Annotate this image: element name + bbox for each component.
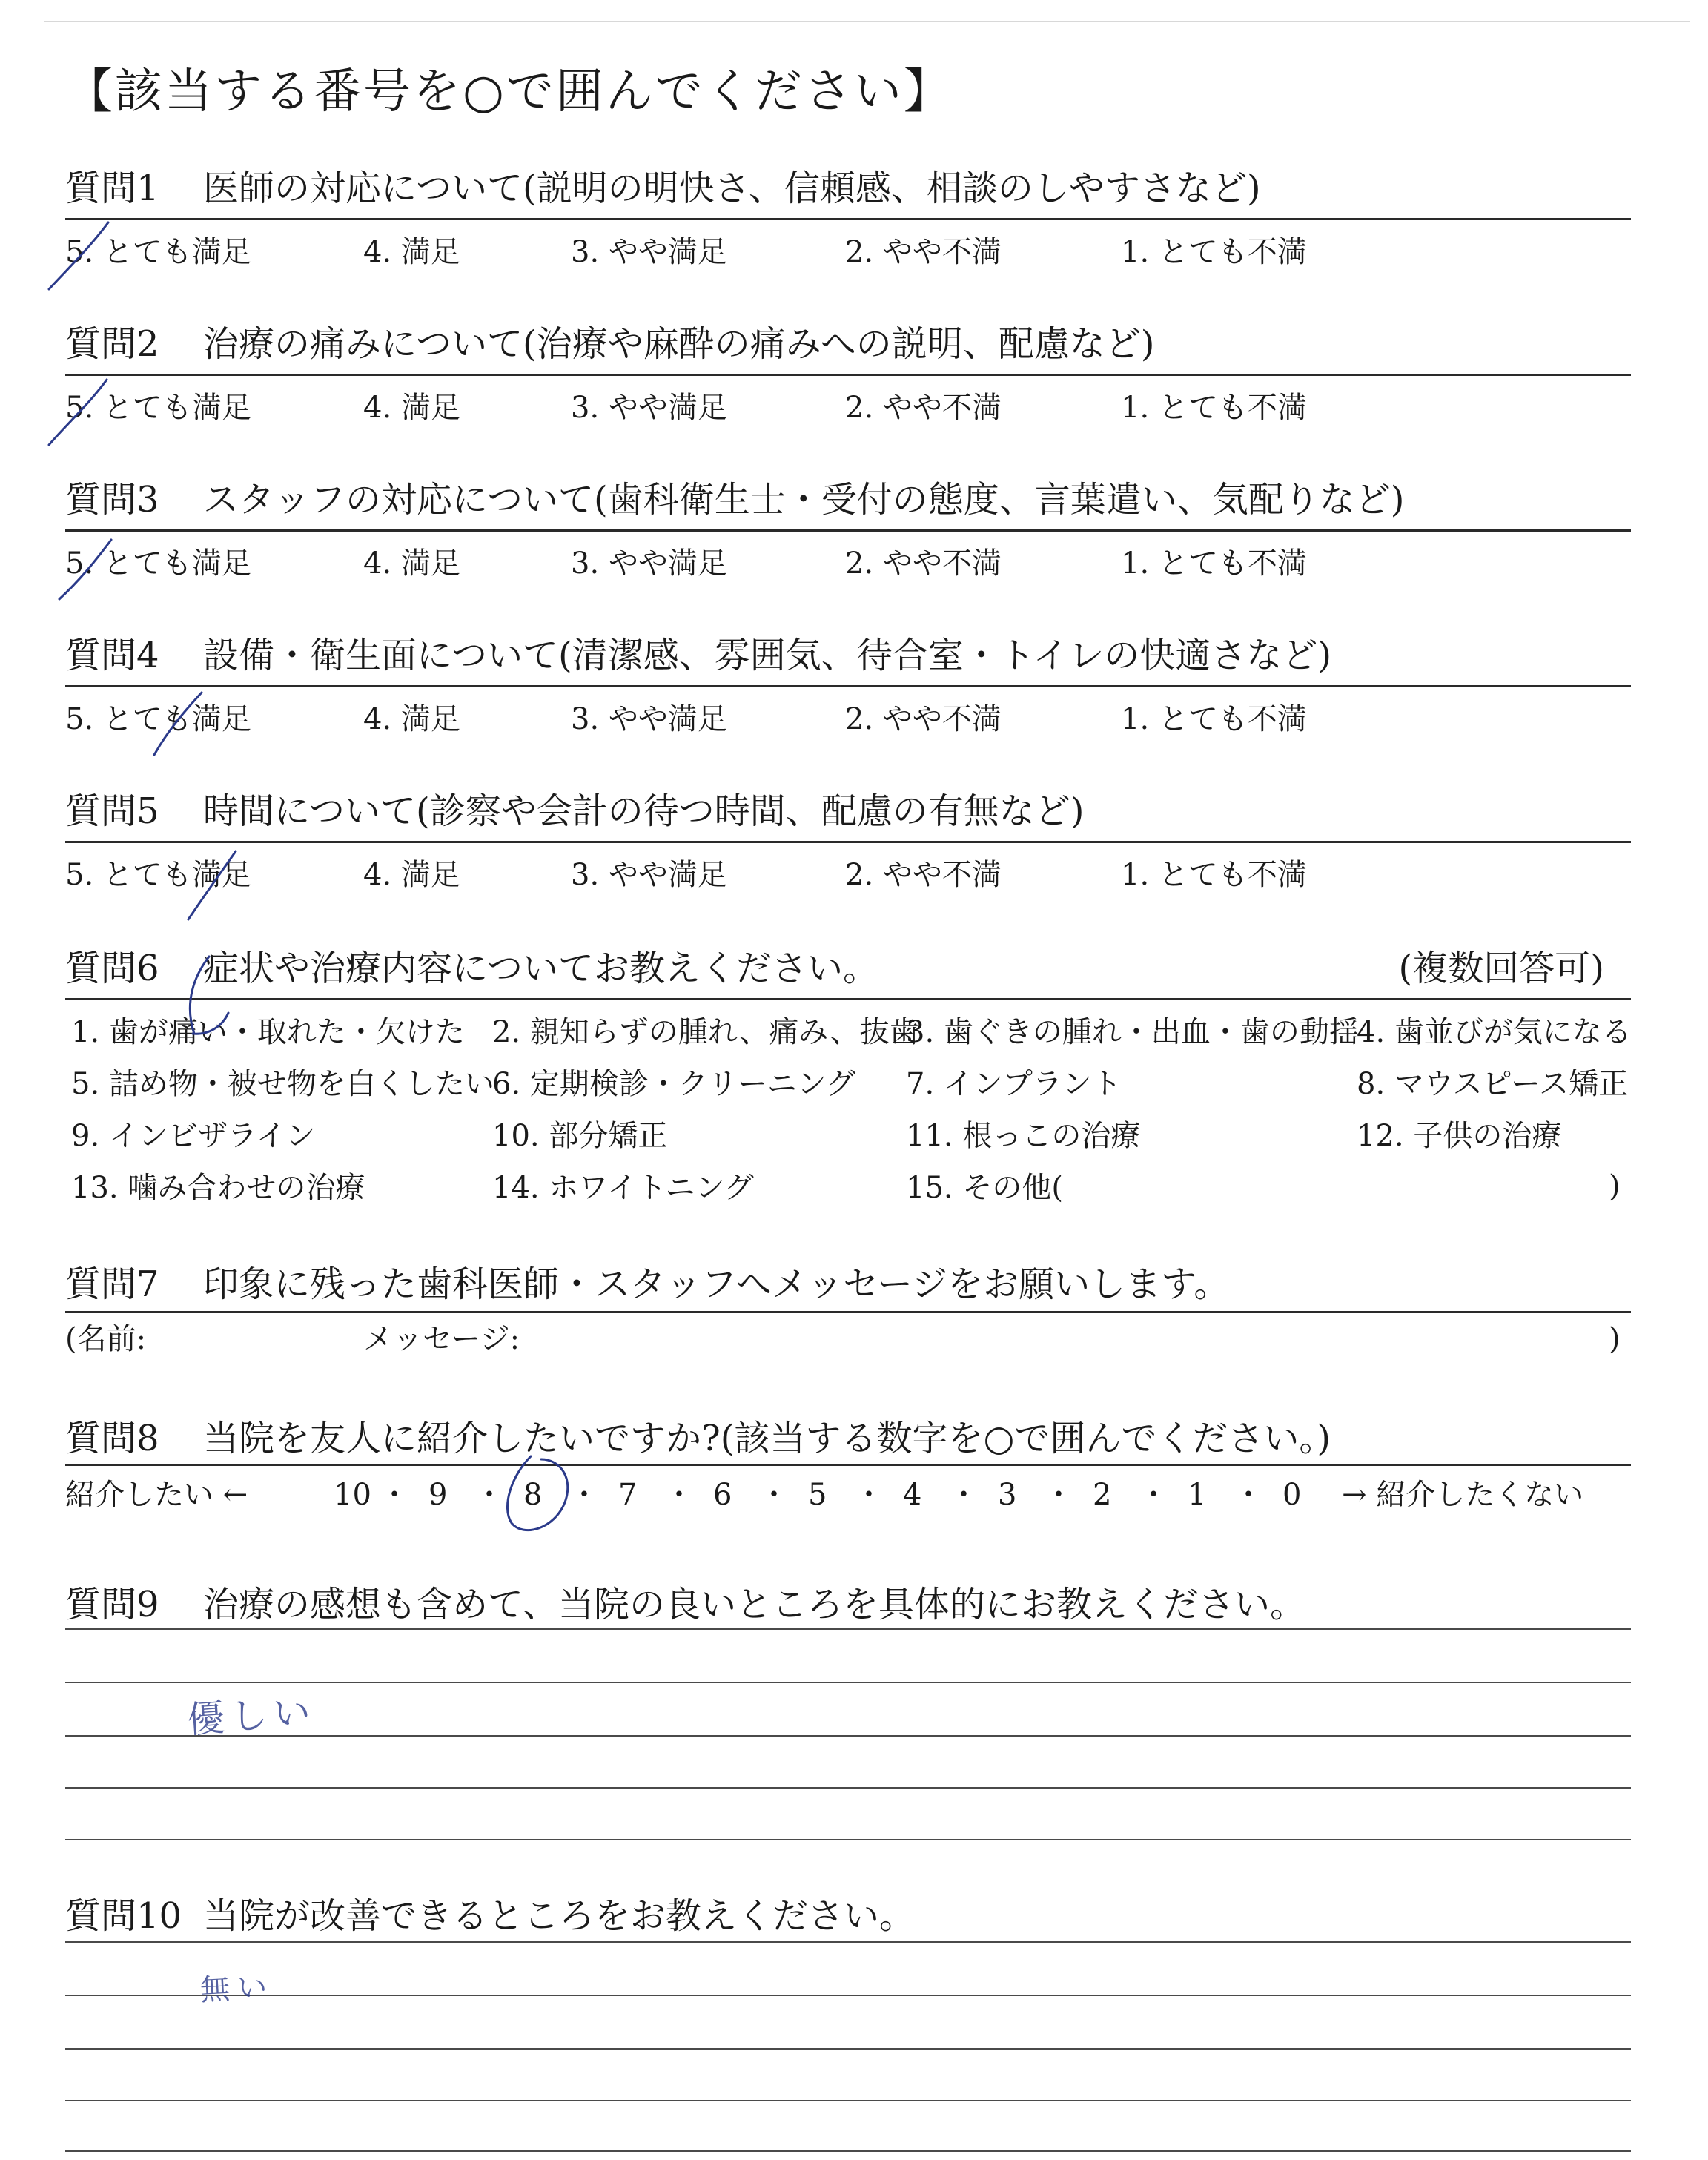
q2-option-4[interactable]: 4. 満足: [363, 391, 460, 425]
q1-option-3[interactable]: 3. やや満足: [571, 235, 727, 269]
q8-separator: ・: [759, 1478, 789, 1512]
q4-option-5[interactable]: 5. とても満足: [65, 702, 251, 736]
q6-multiple-note: (複数回答可): [1398, 948, 1604, 989]
q8-scale-2[interactable]: 2: [1093, 1478, 1112, 1512]
q8-scale-6[interactable]: 6: [713, 1478, 732, 1512]
q8-scale-0[interactable]: 0: [1282, 1478, 1302, 1512]
q8-number: 質問8: [65, 1418, 159, 1459]
q2-option-1[interactable]: 1. とても不満: [1121, 391, 1307, 425]
q3-heading: [65, 479, 1405, 521]
q1-option-1[interactable]: 1. とても不満: [1121, 235, 1307, 269]
q6-option-7[interactable]: 7. インプラント: [906, 1067, 1122, 1101]
q6-option-15[interactable]: 15. その他(: [906, 1171, 1063, 1205]
q2-option-5[interactable]: 5. とても満足: [65, 391, 251, 425]
q2-option-2[interactable]: 2. やや不満: [845, 391, 1002, 425]
q6-number: 質問6: [65, 948, 159, 989]
q6-text: 症状や治療内容についてお教えください。: [203, 948, 879, 989]
q3-option-1[interactable]: 1. とても不満: [1121, 546, 1307, 581]
q6-option-2[interactable]: 2. 親知らずの腫れ、痛み、抜歯: [492, 1015, 919, 1049]
q8-scale-4[interactable]: 4: [903, 1478, 922, 1512]
q7-text: 印象に残った歯科医師・スタッフへメッセージをお願いします。: [203, 1264, 1230, 1305]
q7-rule: [65, 1311, 1631, 1313]
q9-text: 治療の感想も含めて、当院の良いところを具体的にお教えください。: [203, 1584, 1306, 1625]
q5-option-1[interactable]: 1. とても不満: [1121, 858, 1307, 892]
q8-heading: [65, 1418, 1331, 1459]
q6-other-close: ): [1609, 1169, 1621, 1203]
q5-heading: [65, 790, 1085, 832]
q8-left-label: 紹介したい ←: [65, 1478, 248, 1512]
q1-option-4[interactable]: 4. 満足: [363, 235, 460, 269]
q4-option-4[interactable]: 4. 満足: [363, 702, 460, 736]
q8-scale-5[interactable]: 5: [808, 1478, 827, 1512]
q9-line-4: [65, 1787, 1631, 1789]
q4-heading: [65, 635, 1332, 676]
q5-rule: [65, 841, 1631, 843]
q3-option-2[interactable]: 2. やや不満: [845, 546, 1002, 581]
q5-option-5[interactable]: 5. とても満足: [65, 858, 251, 892]
q10-heading: [65, 1895, 916, 1937]
q8-scale-3[interactable]: 3: [998, 1478, 1017, 1512]
q4-option-1[interactable]: 1. とても不満: [1121, 702, 1307, 736]
q8-separator: ・: [380, 1478, 409, 1512]
q10-line-4: [65, 2100, 1631, 2101]
q3-option-4[interactable]: 4. 満足: [363, 546, 460, 581]
q8-scale-10[interactable]: 10: [334, 1478, 371, 1512]
q6-option-12[interactable]: 12. 子供の治療: [1357, 1119, 1562, 1153]
q6-option-13[interactable]: 13. 噛み合わせの治療: [71, 1171, 365, 1205]
q5-text: 時間について(診察や会計の待つ時間、配慮の有無など): [203, 790, 1085, 832]
q2-rule: [65, 374, 1631, 376]
q5-option-2[interactable]: 2. やや不満: [845, 858, 1002, 892]
q3-text: スタッフの対応について(歯科衛生士・受付の態度、言葉遣い、気配りなど): [203, 479, 1405, 521]
q6-option-14[interactable]: 14. ホワイトニング: [492, 1171, 754, 1205]
q5-number: 質問5: [65, 790, 159, 832]
q6-option-5[interactable]: 5. 詰め物・被せ物を白くしたい: [71, 1067, 494, 1101]
q7-close: ): [1609, 1322, 1621, 1356]
q6-option-4[interactable]: 4. 歯並びが気になる: [1357, 1015, 1632, 1049]
page-title: 【該当する番号を○で囲んでください】: [65, 65, 953, 119]
q7-number: 質問7: [65, 1264, 159, 1305]
q6-option-8[interactable]: 8. マウスピース矯正: [1357, 1067, 1629, 1101]
q1-option-2[interactable]: 2. やや不満: [845, 235, 1002, 269]
q6-option-10[interactable]: 10. 部分矯正: [492, 1119, 668, 1153]
q8-rule: [65, 1464, 1631, 1466]
q3-option-3[interactable]: 3. やや満足: [571, 546, 727, 581]
q1-number: 質問1: [65, 168, 159, 209]
q10-line-2: [65, 1995, 1631, 1996]
q5-option-4[interactable]: 4. 満足: [363, 858, 460, 892]
q8-separator: ・: [854, 1478, 884, 1512]
q4-number: 質問4: [65, 635, 159, 676]
q10-line-3: [65, 2048, 1631, 2050]
q1-rule: [65, 218, 1631, 220]
q6-option-11[interactable]: 11. 根っこの治療: [906, 1119, 1141, 1153]
q3-rule: [65, 529, 1631, 532]
q2-text: 治療の痛みについて(治療や麻酔の痛みへの説明、配慮など): [203, 323, 1155, 365]
q10-number: 質問10: [65, 1895, 182, 1937]
q8-separator: ・: [569, 1478, 599, 1512]
q8-separator: ・: [1044, 1478, 1073, 1512]
q4-option-3[interactable]: 3. やや満足: [571, 702, 727, 736]
q10-text: 当院が改善できるところをお教えください。: [203, 1895, 916, 1937]
top-edge-line: [44, 21, 1690, 22]
q10-line-5: [65, 2150, 1631, 2152]
q9-heading: [65, 1584, 1306, 1625]
q9-line-5: [65, 1839, 1631, 1840]
q8-text: 当院を友人に紹介したいですか?(該当する数字を○で囲んでください。): [203, 1418, 1331, 1459]
q8-scale-9[interactable]: 9: [428, 1478, 448, 1512]
q8-scale-7[interactable]: 7: [618, 1478, 638, 1512]
q7-name-label[interactable]: (名前:: [65, 1322, 147, 1356]
q1-text: 医師の対応について(説明の明快さ、信頼感、相談のしやすさなど): [203, 168, 1261, 209]
q8-separator: ・: [1139, 1478, 1168, 1512]
q8-separator: ・: [949, 1478, 979, 1512]
q8-separator: ・: [1234, 1478, 1263, 1512]
q8-separator: ・: [474, 1478, 504, 1512]
q9-number: 質問9: [65, 1584, 159, 1625]
q4-rule: [65, 685, 1631, 687]
q5-option-3[interactable]: 3. やや満足: [571, 858, 727, 892]
q8-scale-8[interactable]: 8: [523, 1478, 543, 1512]
q2-option-3[interactable]: 3. やや満足: [571, 391, 727, 425]
q2-number: 質問2: [65, 323, 159, 365]
q8-right-label: → 紹介したくない: [1342, 1478, 1584, 1512]
q1-option-5[interactable]: 5. とても満足: [65, 235, 251, 269]
q8-separator: ・: [664, 1478, 694, 1512]
q7-heading: [65, 1264, 1230, 1305]
q6-heading: [65, 948, 879, 989]
q6-rule: [65, 998, 1631, 1000]
q4-option-2[interactable]: 2. やや不満: [845, 702, 1002, 736]
q2-heading: [65, 323, 1155, 365]
q9-handwritten-answer[interactable]: 優しい: [185, 1689, 318, 1742]
q3-option-5[interactable]: 5. とても満足: [65, 546, 251, 581]
q8-scale-1[interactable]: 1: [1188, 1478, 1207, 1512]
q1-heading: [65, 168, 1261, 209]
q6-option-1[interactable]: 1. 歯が痛い・取れた・欠けた: [71, 1015, 465, 1049]
q6-option-9[interactable]: 9. インビザライン: [71, 1119, 316, 1153]
q9-line-1: [65, 1628, 1631, 1630]
q3-number: 質問3: [65, 479, 159, 521]
q6-option-3[interactable]: 3. 歯ぐきの腫れ・出血・歯の動揺: [906, 1015, 1359, 1049]
q7-message-label[interactable]: メッセージ:: [363, 1322, 520, 1356]
q10-handwritten-answer[interactable]: 無い: [199, 1969, 276, 2008]
q10-line-1: [65, 1941, 1631, 1943]
q4-text: 設備・衛生面について(清潔感、雰囲気、待合室・トイレの快適さなど): [203, 635, 1332, 676]
q6-option-6[interactable]: 6. 定期検診・クリーニング: [492, 1067, 856, 1101]
